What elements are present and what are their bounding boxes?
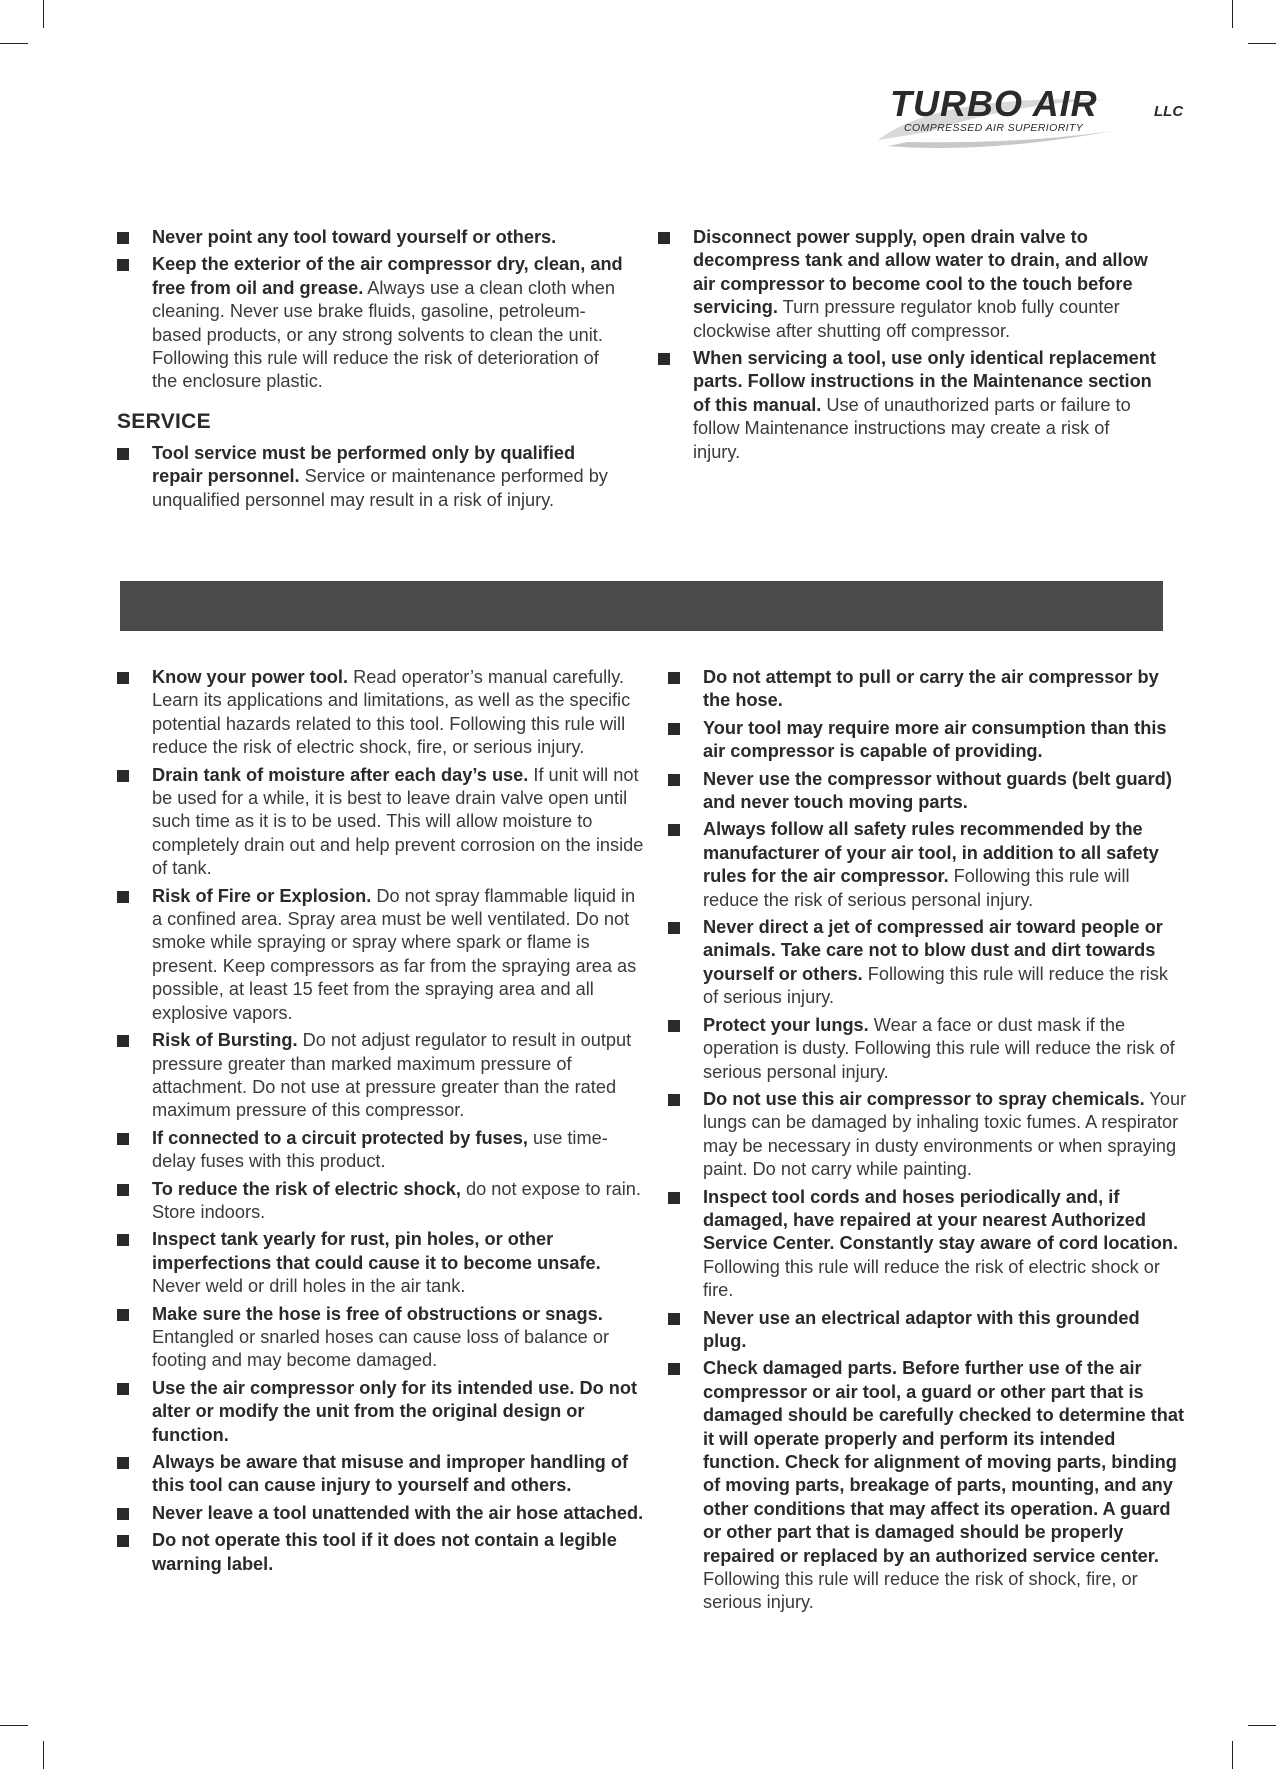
item-body-text: Following this rule will reduce the risk of electric shock or fire. xyxy=(703,1256,1160,1301)
crop-mark xyxy=(0,1725,28,1726)
square-bullet-icon xyxy=(668,774,680,786)
top-right-items xyxy=(658,226,1158,464)
top-left-column xyxy=(117,226,627,516)
square-bullet-icon xyxy=(117,672,129,684)
bullet-item xyxy=(117,1377,649,1447)
item-body-text: If unit will not be used for a while, it is best to leave drain valve open until such time as it is to be used. This will allow moisture to completely drain out and help prevent corrosion on the inside of tank. xyxy=(152,764,644,879)
bottom-left-items xyxy=(117,666,649,1576)
bullet-item xyxy=(117,1529,649,1576)
square-bullet-icon xyxy=(117,1184,129,1196)
item-bold-text: Do not attempt to pull or carry the air compressor by the hose. xyxy=(703,667,1159,711)
item-bold-text: Never use an electrical adaptor with this grounded plug. xyxy=(703,1307,1140,1351)
item-body-text: Following this rule will reduce the risk of serious injury. xyxy=(703,963,1168,1008)
item-body-text: Use of unauthorized parts or failure to follow Maintenance instructions may create a risk of injury. xyxy=(693,394,1131,462)
item-bold-text: Never use the compressor without guards (belt guard) and never touch moving parts. xyxy=(703,768,1172,813)
bullet-item xyxy=(658,226,1158,343)
bullet-item xyxy=(117,1303,649,1373)
bullet-item xyxy=(668,1186,1188,1303)
bullet-item xyxy=(668,768,1188,815)
item-bold-text: When servicing a tool, use only identical replacement parts. Follow instructions in the Maintenance section of this manual. xyxy=(693,348,1156,415)
square-bullet-icon xyxy=(668,1363,680,1375)
item-bold-text: Do not use this air compressor to spray chemicals. xyxy=(703,1088,1145,1109)
square-bullet-icon xyxy=(668,723,680,735)
square-bullet-icon xyxy=(117,1133,129,1145)
item-bold-text: Tool service must be performed only by qualified repair personnel. xyxy=(152,442,576,487)
item-body-text: Service or maintenance performed by unqualified personnel may result in a risk of injury. xyxy=(152,466,608,510)
item-body-text: do not expose to rain. Store indoors. xyxy=(152,1178,641,1222)
bullet-item xyxy=(668,1307,1188,1354)
item-bold-text: Always be aware that misuse and improper handling of this tool can cause injury to yourself and others. xyxy=(152,1452,629,1496)
square-bullet-icon xyxy=(117,1234,129,1246)
square-bullet-icon xyxy=(117,232,129,244)
square-bullet-icon xyxy=(117,1457,129,1469)
item-bold-text: Inspect tank yearly for rust, pin holes, or other imperfections that could cause it to become unsafe. xyxy=(152,1229,601,1273)
bottom-left-column xyxy=(117,666,649,1580)
bottom-right-column xyxy=(668,666,1188,1619)
item-body-text: Following this rule will reduce the risk of serious personal injury. xyxy=(703,866,1130,910)
crop-mark xyxy=(1232,0,1233,28)
item-body-text: Do not spray flammable liquid in a confined area. Spray area must be well ventilated. Do not smoke while spraying or spray where spark or flame is present. Keep compressors as far from the spraying area as possible, at least 15 feet from the spraying area and all explosive vapors. xyxy=(152,885,637,1023)
square-bullet-icon xyxy=(658,353,670,365)
bullet-item xyxy=(117,1228,649,1298)
item-bold-text: Know your power tool. xyxy=(152,667,349,687)
bullet-item xyxy=(117,1029,649,1123)
bullet-item xyxy=(117,1502,649,1525)
item-bold-text: Always follow all safety rules recommended by the manufacturer of your air tool, in addition to all safety rules for the air compressor. xyxy=(703,819,1159,887)
item-bold-text: Your tool may require more air consumption than this air compressor is capable of providing. xyxy=(703,717,1167,762)
crop-mark xyxy=(43,0,44,28)
logo-name: TURBO AIR xyxy=(890,83,1098,124)
crop-mark xyxy=(0,43,28,44)
item-bold-text: Risk of Bursting. xyxy=(152,1030,298,1051)
service-heading: SERVICE xyxy=(117,409,211,433)
item-bold-text: Protect your lungs. xyxy=(703,1014,869,1035)
square-bullet-icon xyxy=(117,770,129,782)
bullet-item xyxy=(668,916,1188,1010)
bullet-item xyxy=(668,818,1188,912)
bullet-item xyxy=(117,666,649,760)
section-header-band xyxy=(120,581,1163,631)
bullet-item xyxy=(117,1451,649,1498)
item-bold-text: Never direct a jet of compressed air toward people or animals. Take care not to blow dust and dirt towards yourself or others. xyxy=(703,917,1163,984)
square-bullet-icon xyxy=(117,1309,129,1321)
item-bold-text: Make sure the hose is free of obstructions or snags. xyxy=(152,1303,603,1324)
item-body-text: Read operator’s manual carefully. Learn its applications and limitations, as well as the specific potential hazards related to this tool. Following this rule will reduce the risk of electric shock, fire, or serious injury. xyxy=(152,667,631,758)
item-bold-text: Never leave a tool unattended with the air hose attached. xyxy=(152,1502,644,1523)
bullet-item xyxy=(117,1127,649,1174)
square-bullet-icon xyxy=(117,891,129,903)
square-bullet-icon xyxy=(117,1035,129,1047)
item-bold-text: Inspect tool cords and hoses periodically and, if damaged, have repaired at your nearest Authorized Service Center. Constantly stay aware of cord location. xyxy=(703,1186,1179,1254)
crop-mark xyxy=(1248,1725,1276,1726)
item-body-text: Do not adjust regulator to result in output pressure greater than marked maximum pressure of attachment. Do not use at pressure greater than the rated maximum pressure of this compressor. xyxy=(152,1030,632,1121)
item-body-text: use time-delay fuses with this product. xyxy=(152,1127,608,1172)
bullet-item xyxy=(668,1357,1188,1614)
item-bold-text: Keep the exterior of the air compressor dry, clean, and free from oil and grease. xyxy=(152,254,623,298)
top-right-column xyxy=(658,226,1158,468)
crop-mark xyxy=(1248,43,1276,44)
item-bold-text: Disconnect power supply, open drain valve to decompress tank and allow water to drain, and allow air compressor to become cool to the touch before servicing. xyxy=(693,227,1148,318)
square-bullet-icon xyxy=(668,922,680,934)
bullet-item xyxy=(117,253,627,393)
square-bullet-icon xyxy=(117,1383,129,1395)
bullet-item xyxy=(658,347,1158,464)
logo-suffix: LLC xyxy=(1154,103,1184,120)
top-left-items xyxy=(117,226,627,394)
bullet-item xyxy=(117,885,649,1025)
item-bold-text: To reduce the risk of electric shock, xyxy=(152,1178,461,1199)
item-body-text: Following this rule will reduce the risk of shock, fire, or serious injury. xyxy=(703,1569,1138,1613)
item-bold-text: Never point any tool toward yourself or others. xyxy=(152,227,557,247)
brand-logo xyxy=(868,82,1198,152)
item-body-text: Wear a face or dust mask if the operation is dusty. Following this rule will reduce the risk of serious personal injury. xyxy=(703,1014,1175,1082)
bullet-item xyxy=(668,717,1188,764)
square-bullet-icon xyxy=(668,1094,680,1106)
square-bullet-icon xyxy=(117,259,129,271)
service-items xyxy=(117,442,627,512)
item-body-text: Entangled or snarled hoses can cause loss of balance or footing and may become damaged. xyxy=(152,1326,609,1371)
item-bold-text: Do not operate this tool if it does not contain a legible warning label. xyxy=(152,1530,617,1574)
item-bold-text: Use the air compressor only for its intended use. Do not alter or modify the unit from the original design or function. xyxy=(152,1377,638,1445)
square-bullet-icon xyxy=(658,232,670,244)
square-bullet-icon xyxy=(668,1192,680,1204)
square-bullet-icon xyxy=(668,1313,680,1325)
square-bullet-icon xyxy=(668,824,680,836)
bullet-item xyxy=(668,1014,1188,1084)
bullet-item xyxy=(668,1088,1188,1182)
bullet-item xyxy=(117,764,649,881)
square-bullet-icon xyxy=(668,1020,680,1032)
item-bold-text: Check damaged parts. Before further use of the air compressor or air tool, a guard or other part that is damaged should be carefully checked to determine that it will operate properly and perform its intended function. Check for alignment of moving parts, binding of moving parts, breakage of parts, mounting, and any other conditions that may affect its operation. A guard or other part that is damaged should be properly repaired or replaced by an authorized service center. xyxy=(703,1358,1185,1566)
item-body-text: Always use a clean cloth when cleaning. Never use brake fluids, gasoline, petroleum-based products, or any strong solvents to clean the unit. Following this rule will reduce the risk of deterioration of the enclosure plastic. xyxy=(152,277,615,392)
bottom-right-items xyxy=(668,666,1188,1615)
bullet-item xyxy=(668,666,1188,713)
crop-mark xyxy=(1232,1741,1233,1769)
item-bold-text: If connected to a circuit protected by fuses, xyxy=(152,1127,528,1148)
square-bullet-icon xyxy=(668,672,680,684)
crop-mark xyxy=(43,1741,44,1769)
square-bullet-icon xyxy=(117,448,129,460)
bullet-item xyxy=(117,1178,649,1225)
item-body-text: Your lungs can be damaged by inhaling toxic fumes. A respirator may be necessary in dusty environments or when spraying paint. Do not carry while painting. xyxy=(703,1088,1187,1180)
item-body-text: Never weld or drill holes in the air tank. xyxy=(152,1276,466,1297)
item-body-text: Turn pressure regulator knob fully counter clockwise after shutting off compressor. xyxy=(693,297,1120,341)
logo-tagline: COMPRESSED AIR SUPERIORITY xyxy=(904,122,1084,134)
square-bullet-icon xyxy=(117,1508,129,1520)
square-bullet-icon xyxy=(117,1535,129,1547)
bullet-item xyxy=(117,226,627,249)
item-bold-text: Risk of Fire or Explosion. xyxy=(152,885,372,906)
bullet-item xyxy=(117,442,627,512)
item-bold-text: Drain tank of moisture after each day’s use. xyxy=(152,764,529,785)
